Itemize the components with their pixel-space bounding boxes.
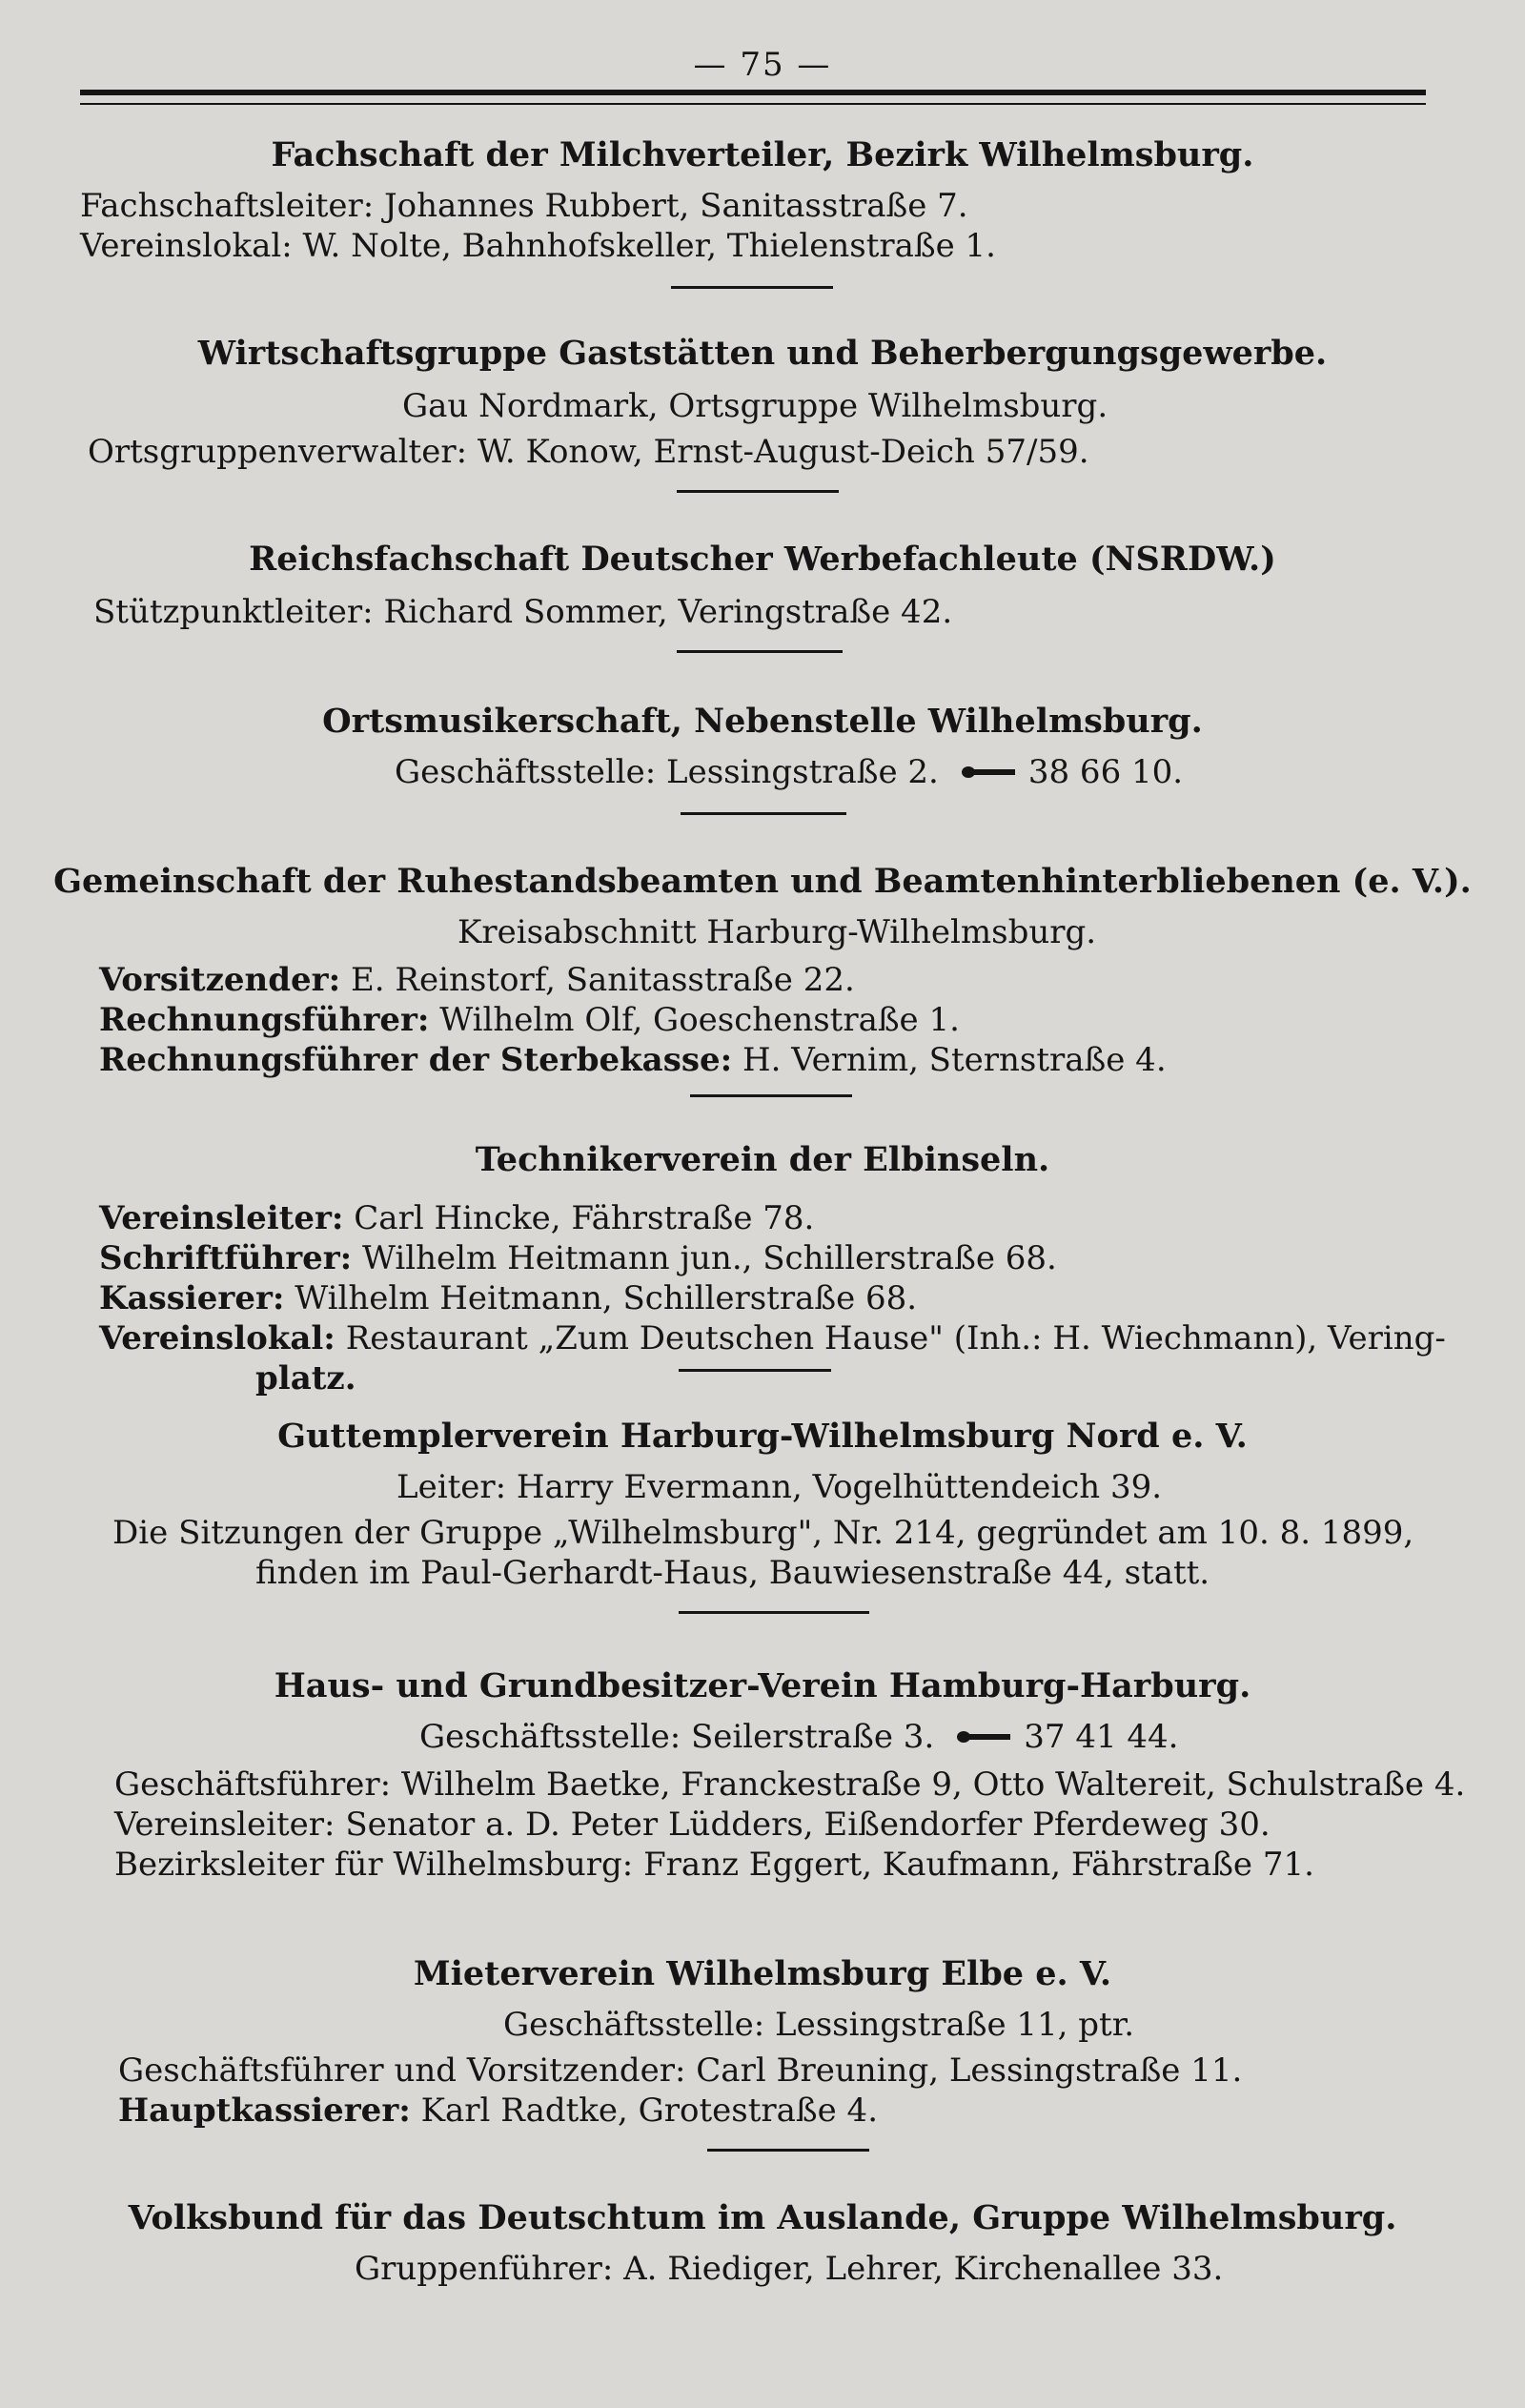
entry-line: Stützpunktleiter: Richard Sommer, Veringstraße 42. (93, 593, 953, 631)
section-title-ruhestandsbeamten: Gemeinschaft der Ruhestandsbeamten und Beamtenhinterbliebenen (e. V.). (53, 862, 1472, 901)
section-title-gaststaetten: Wirtschaftsgruppe Gaststätten und Beherbergungsgewerbe. (197, 334, 1328, 373)
entry-line: Geschäftsführer und Vorsitzender: Carl Breuning, Lessingstraße 11. (118, 2051, 1243, 2090)
phone-number: 38 66 10. (1027, 753, 1184, 791)
section-subtitle: Leiter: Harry Evermann, Vogelhüttendeich 39. (396, 1468, 1163, 1506)
section-title-guttemplerverein: Guttemplerverein Harburg-Wilhelmsburg Nord e. V. (277, 1417, 1248, 1456)
section-title-werbefachleute: Reichsfachschaft Deutscher Werbefachleute (NSRDW.) (249, 540, 1276, 579)
section-title-volksbund: Volksbund für das Deutschtum im Auslande, Gruppe Wilhelmsburg. (128, 2198, 1397, 2237)
entry-line: Vereinslokal: W. Nolte, Bahnhofskeller, Thielenstraße 1. (80, 227, 996, 265)
header-rule-thin (80, 103, 1426, 105)
phone-number: 37 41 44. (1024, 1718, 1179, 1756)
entry-line: Bezirksleiter für Wilhelmsburg: Franz Eggert, Kaufmann, Fährstraße 71. (114, 1846, 1314, 1884)
section-separator (690, 1094, 852, 1097)
entry-line: Vereinslokal: Restaurant „Zum Deutschen Hause" (Inh.: H. Wiechmann), Vering- (99, 1319, 1446, 1357)
section-subtitle: Geschäftsstelle: Lessingstraße 11, ptr. (503, 2006, 1135, 2044)
section-separator (677, 650, 843, 653)
section-separator (671, 286, 833, 289)
section-subtitle: Gruppenführer: A. Riediger, Lehrer, Kirchenallee 33. (355, 2250, 1224, 2288)
entry-line: Rechnungsführer: Wilhelm Olf, Goeschenstraße 1. (99, 1001, 960, 1039)
section-title-haus-grundbesitzer: Haus- und Grundbesitzer-Verein Hamburg-Harburg. (274, 1666, 1251, 1705)
section-separator (679, 1611, 869, 1614)
section-separator (679, 1369, 831, 1372)
entry-line: Rechnungsführer der Sterbekasse: H. Vernim, Sternstraße 4. (99, 1041, 1167, 1079)
telephone-icon (962, 765, 1017, 779)
entry-line: Schriftführer: Wilhelm Heitmann jun., Schillerstraße 68. (99, 1239, 1057, 1277)
entry-line: Die Sitzungen der Gruppe „Wilhelmsburg", Nr. 214, gegründet am 10. 8. 1899, (112, 1514, 1414, 1552)
section-title-technikerverein: Technikerverein der Elbinseln. (475, 1140, 1050, 1179)
section-separator (677, 490, 839, 493)
section-subtitle: Gau Nordmark, Ortsgruppe Wilhelmsburg. (402, 387, 1108, 425)
section-title-mieterverein: Mieterverein Wilhelmsburg Elbe e. V. (413, 1954, 1112, 1993)
section-separator (707, 2149, 869, 2152)
entry-line: Hauptkassierer: Karl Radtke, Grotestraße 4. (118, 2092, 878, 2130)
section-subtitle: Geschäftsstelle: Lessingstraße 2. 38 66 10. (395, 753, 1184, 791)
entry-line: Vereinsleiter: Senator a. D. Peter Lüdders, Eißendorfer Pferdeweg 30. (114, 1806, 1271, 1844)
header-rule-thick (80, 90, 1426, 95)
entry-line: Ortsgruppenverwalter: W. Konow, Ernst-August-Deich 57/59. (88, 433, 1089, 471)
entry-line: Fachschaftsleiter: Johannes Rubbert, Sanitasstraße 7. (80, 187, 968, 225)
section-subtitle: Geschäftsstelle: Seilerstraße 3. 37 41 44. (419, 1718, 1179, 1756)
entry-line: Vorsitzender: E. Reinstorf, Sanitasstraße 22. (99, 961, 855, 999)
section-title-milchverteiler: Fachschaft der Milchverteiler, Bezirk Wilhelmsburg. (271, 135, 1254, 174)
entry-line: Vereinsleiter: Carl Hincke, Fährstraße 78. (99, 1199, 815, 1237)
entry-line: Geschäftsführer: Wilhelm Baetke, Franckestraße 9, Otto Waltereit, Schulstraße 4. (114, 1765, 1466, 1804)
section-separator (681, 812, 846, 815)
section-title-ortsmusikerschaft: Ortsmusikerschaft, Nebenstelle Wilhelmsburg. (322, 702, 1203, 741)
entry-line: Kassierer: Wilhelm Heitmann, Schillerstraße 68. (99, 1279, 918, 1317)
entry-line: finden im Paul-Gerhardt-Haus, Bauwiesenstraße 44, statt. (255, 1554, 1210, 1592)
entry-continuation: platz. (255, 1359, 356, 1398)
page-number: — 75 — (693, 46, 832, 84)
section-subtitle: Kreisabschnitt Harburg-Wilhelmsburg. (458, 913, 1097, 951)
telephone-icon (957, 1730, 1012, 1744)
